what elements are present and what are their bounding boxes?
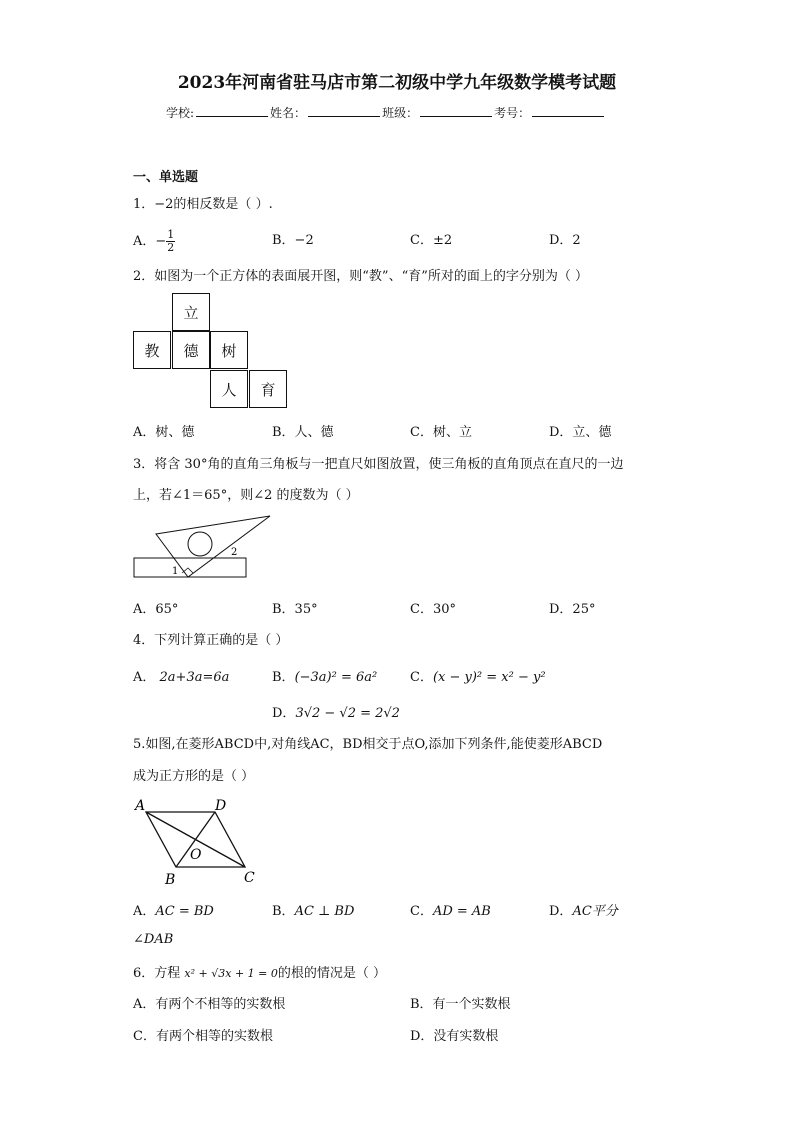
q5-option-a-expr: AC = BD [155,904,214,919]
angle-1-label: 1 [172,566,179,577]
q6-stem-suffix: 的根的情况是（ ） [277,966,387,981]
q1-fraction-num: 1 [167,228,175,241]
name-label: 姓名： [270,106,307,120]
center-o-label: O [190,847,202,863]
q3-option-b: B．35° [272,602,318,617]
q5-option-c [410,900,491,919]
q4-option-d-expr: 3√2 − √2 = 2√2 [295,706,400,721]
q6-option-d: D．没有实数根 [410,1029,499,1044]
q3-option-c: C．30° [410,602,456,617]
q1-fraction [166,229,175,254]
q6-option-c: C．有两个相等的实数根 [133,1029,273,1044]
q5-stem-line1: 5.如图,在菱形ABCD中,对角线AC，BD相交于点O,添加下列条件,能使菱形ABCD [133,737,603,752]
q1-option-a [133,229,175,254]
net-cell-li: 立 [172,293,210,331]
q6-option-b: B．有一个实数根 [410,997,511,1012]
q3-option-a: A．65° [133,602,179,617]
vertex-d-label: D [215,798,227,814]
q2-option-b: B．人、德 [272,425,334,440]
q1-option-c: C．±2 [410,233,453,248]
q5-option-a [133,900,214,919]
q4-stem: 4．下列计算正确的是（ ） [133,633,289,648]
q5-option-b [272,900,354,919]
q4-option-b [272,666,377,685]
angle-2-label: 2 [231,547,238,558]
net-cell-ren: 人 [210,370,248,408]
q5-option-b-label: B． [272,904,295,919]
triangle-hole [188,532,212,556]
q2-option-c: C．树、立 [410,425,472,440]
net-cell-de: 德 [172,331,210,369]
vertex-c-label: C [244,870,255,886]
q4-option-b-expr: (−3a)² = 6a² [294,670,378,685]
q5-option-c-label: C． [410,904,433,919]
class-blank[interactable] [420,105,492,117]
q2-option-a: A．树、德 [133,425,195,440]
q4-option-a [133,666,229,685]
q2-option-d: D．立、德 [549,425,612,440]
q1-stem: 1．−2的相反数是（ ）. [133,197,273,212]
q4-option-a-expr: 2a+3a=6a [159,670,230,685]
net-cell-yu: 育 [249,370,287,408]
q6-equation: x² + √3x + 1 = 0 [184,967,278,980]
q5-stem-line2: 成为正方形的是（ ） [133,769,255,784]
q6-stem [133,962,386,981]
q1-option-b: B．−2 [272,233,314,248]
q4-option-d-label: D． [272,706,296,721]
vertex-b-label: B [165,872,176,888]
net-cell-jiao: 教 [133,331,171,369]
q4-option-c-label: C． [410,670,433,685]
class-label: 班级： [382,106,419,120]
q5-option-c-expr: AD = AB [432,904,491,919]
q4-option-c-expr: (x − y)² = x² − y² [432,670,546,685]
q5-option-d-continued: ∠DAB [133,932,174,947]
q5-option-a-label: A． [133,904,156,919]
q1-option-a-label: A．− [133,234,167,249]
name-blank[interactable] [308,105,380,117]
q3-option-d: D．25° [549,602,596,617]
q1-option-d: D．2 [549,233,581,248]
q3-stem-line1: 3．将含 30°角的直角三角板与一把直尺如图放置，使三角板的直角顶点在直尺的一边 [133,457,624,472]
vertex-a-label: A [135,798,146,814]
triangle-ruler-figure [130,512,275,582]
page-title: 2023年河南省驻马店市第二初级中学九年级数学模考试题 [177,73,617,93]
school-label: 学校: [166,106,195,120]
section-heading: 一、单选题 [133,170,199,185]
q4-option-a-label: A． [133,670,156,685]
q5-option-d [549,900,618,919]
q6-option-a: A．有两个不相等的实数根 [133,997,286,1012]
q4-option-c [410,666,546,685]
q6-stem-prefix: 6．方程 [133,966,181,981]
q1-fraction-den: 2 [167,241,175,254]
rhombus-figure [130,795,265,890]
exam-no-blank[interactable] [532,105,604,117]
q4-option-d [272,702,400,721]
q4-option-b-label: B． [272,670,295,685]
school-blank[interactable] [196,105,268,117]
q5-option-d-label: D． [549,904,573,919]
q2-stem: 2．如图为一个正方体的表面展开图，则“教”、“育”所对的面上的字分别为（ ） [133,269,588,284]
ruler-shape [134,558,246,577]
exam-no-label: 考号： [494,106,531,120]
student-info-line [166,104,606,121]
net-cell-shu: 树 [210,331,248,369]
q3-stem-line2: 上，若∠1＝65°，则∠2 的度数为（ ） [133,488,359,503]
q5-option-b-expr: AC ⊥ BD [294,904,355,919]
q5-option-d-expr: AC平分 [572,904,618,919]
